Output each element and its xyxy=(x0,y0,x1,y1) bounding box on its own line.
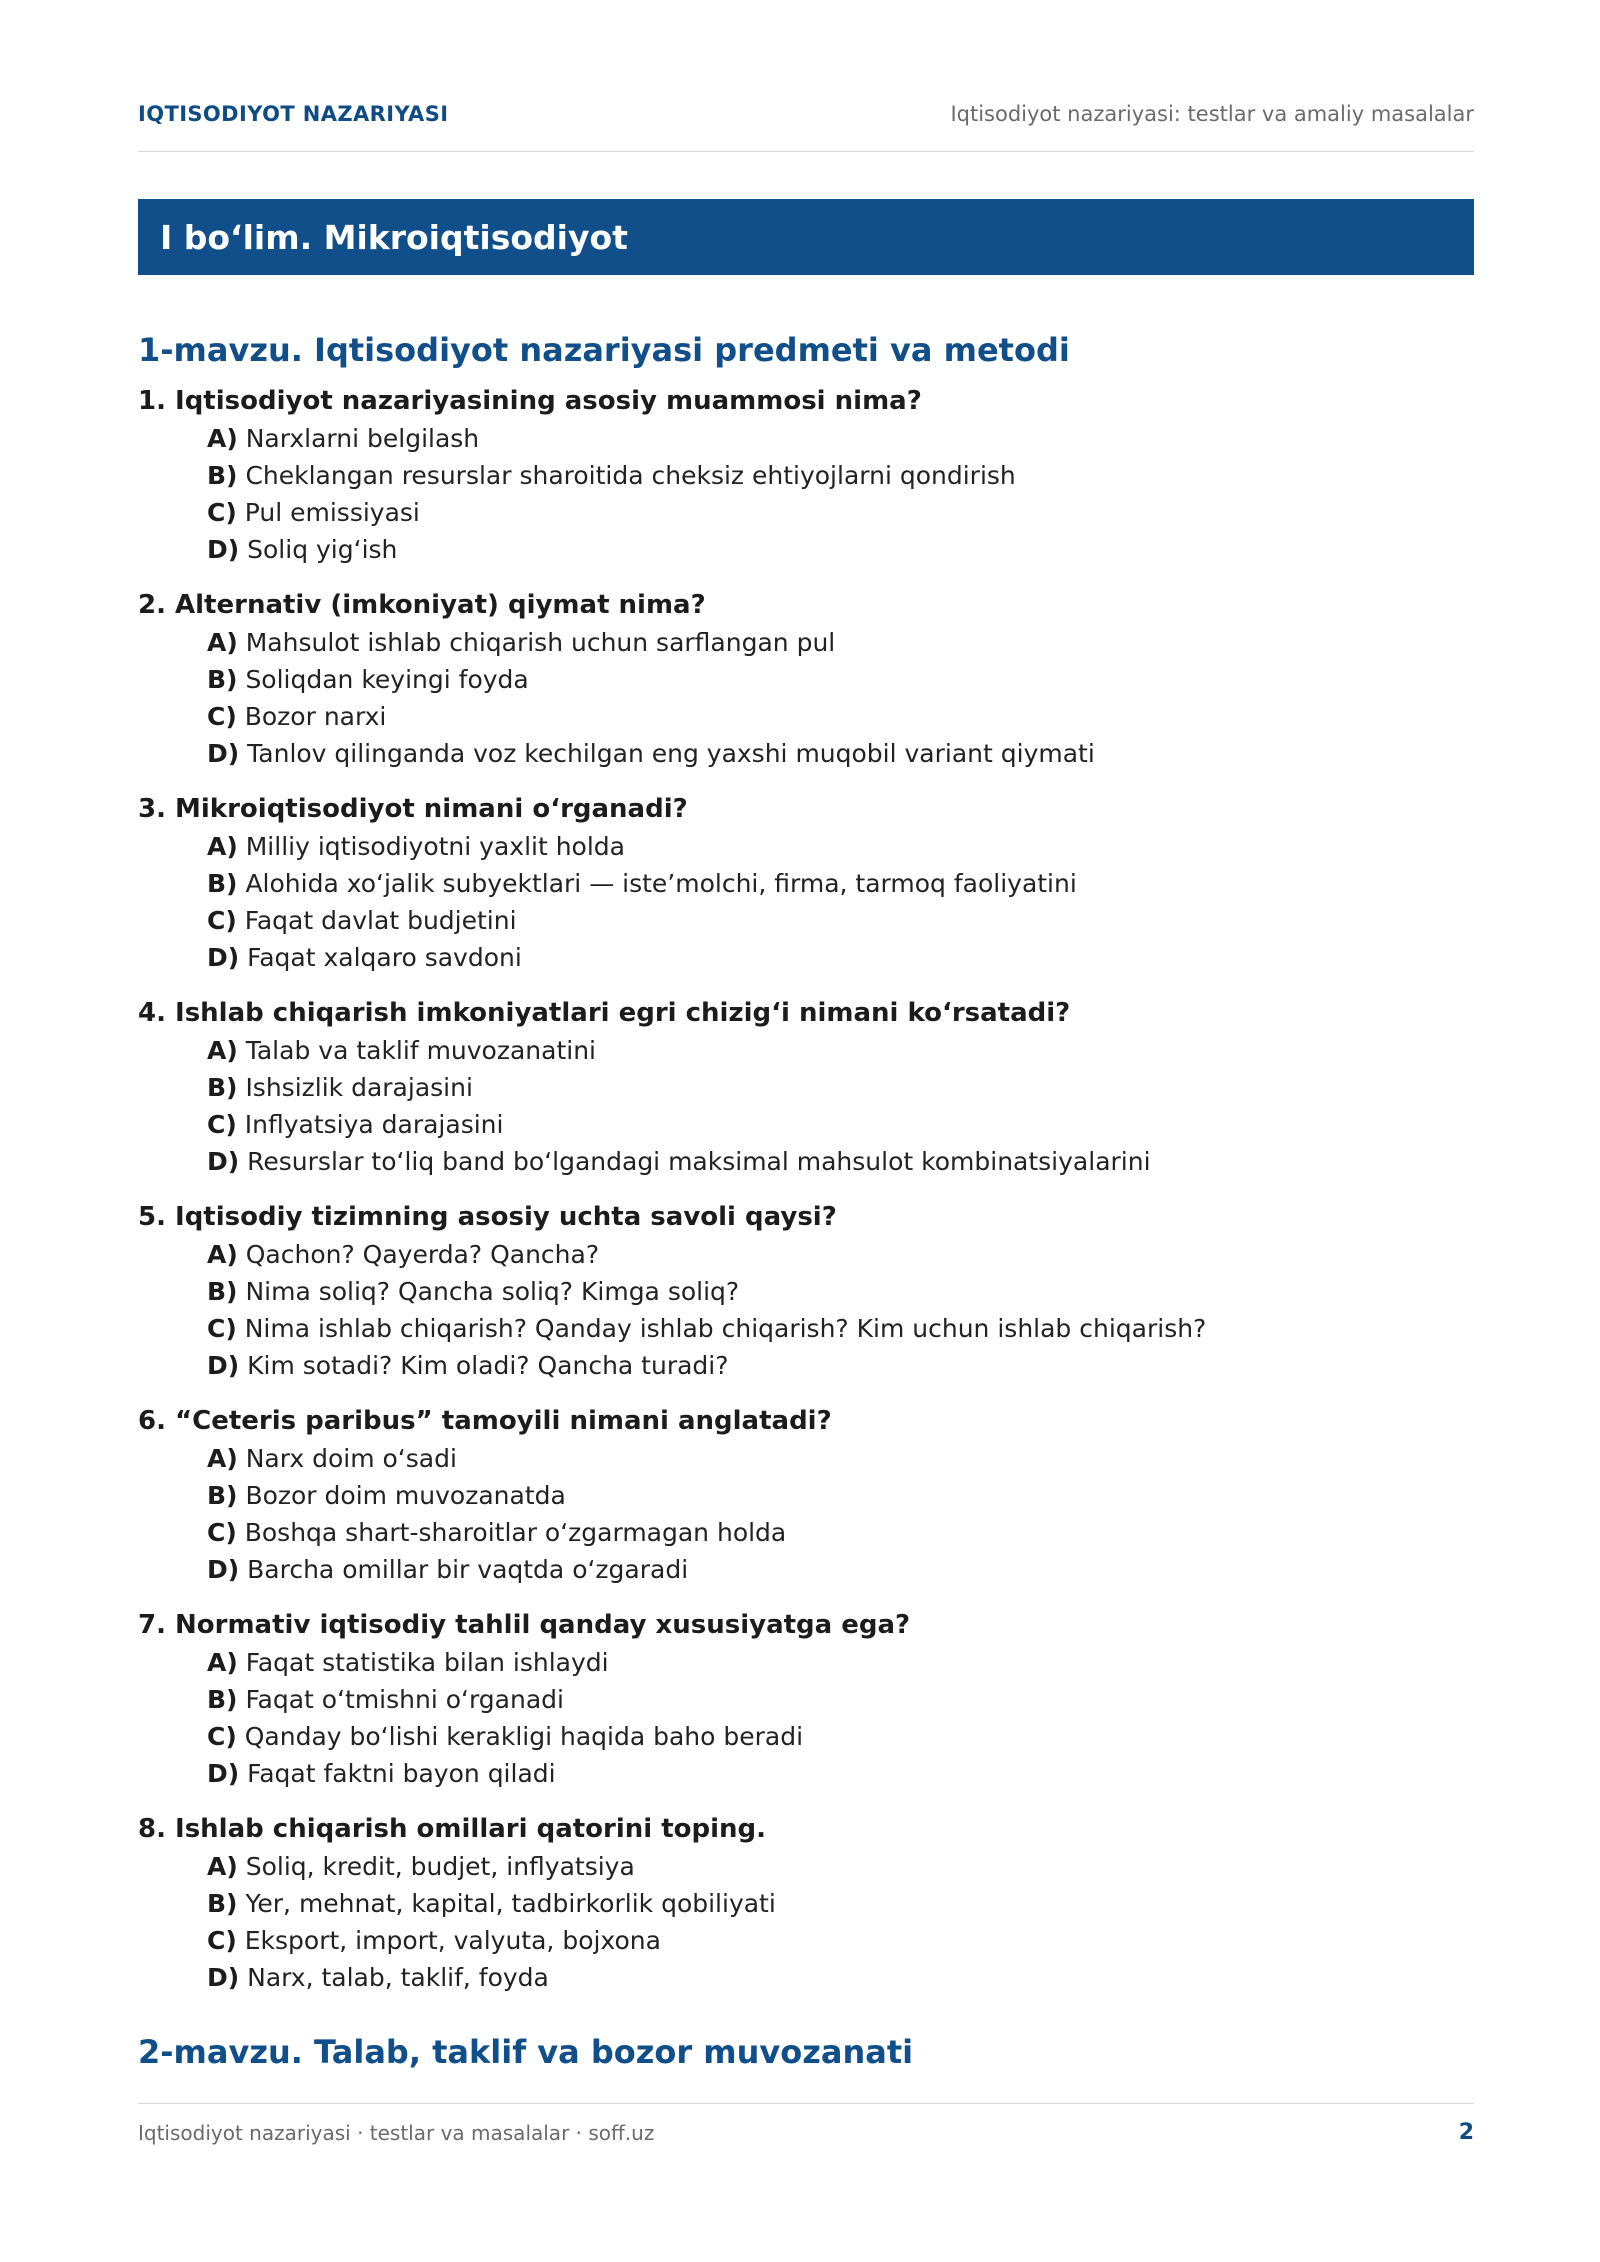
option-letter: D) xyxy=(207,1555,240,1584)
option-letter: B) xyxy=(207,869,238,898)
question-title: 2. Alternativ (imkoniyat) qiymat nima? xyxy=(138,590,706,620)
option-letter: A) xyxy=(207,832,238,861)
question-item xyxy=(138,587,1474,791)
document-page xyxy=(138,0,1474,2262)
question-item xyxy=(138,1607,1474,1811)
answer-option xyxy=(138,457,1474,494)
option-letter: B) xyxy=(207,665,238,694)
option-letter: C) xyxy=(207,702,237,731)
option-letter: C) xyxy=(207,1518,237,1547)
running-footer xyxy=(138,2120,1474,2145)
answer-option xyxy=(138,1681,1474,1718)
option-letter: A) xyxy=(207,424,238,453)
option-letter: D) xyxy=(207,1759,240,1788)
section-title: I bo‘lim. Mikroiqtisodiyot xyxy=(160,217,628,257)
answer-option xyxy=(138,494,1474,531)
option-text: Ishsizlik darajasini xyxy=(245,1073,473,1102)
option-text: Barcha omillar bir vaqtda o‘zgaradi xyxy=(247,1555,689,1584)
answer-option xyxy=(138,1848,1474,1885)
option-text: Yer, mehnat, kapital, tadbirkorlik qobiliyati xyxy=(245,1889,776,1918)
option-letter: C) xyxy=(207,498,237,527)
question-title: 5. Iqtisodiy tizimning asosiy uchta savoli qaysi? xyxy=(138,1202,837,1232)
option-text: Faqat faktni bayon qiladi xyxy=(247,1759,556,1788)
question-list xyxy=(138,383,1474,2015)
answer-option xyxy=(138,902,1474,939)
answer-option xyxy=(138,1069,1474,1106)
option-letter: C) xyxy=(207,906,237,935)
question-title: 3. Mikroiqtisodiyot nimani o‘rganadi? xyxy=(138,794,688,824)
option-text: Kim sotadi? Kim oladi? Qancha turadi? xyxy=(247,1351,729,1380)
header-book-title: IQTISODIYOT NAZARIYASI xyxy=(138,102,449,126)
question-item xyxy=(138,1403,1474,1607)
option-letter: A) xyxy=(207,1648,238,1677)
running-header xyxy=(138,102,1474,126)
option-text: Boshqa shart-sharoitlar o‘zgarmagan holda xyxy=(244,1518,787,1547)
option-letter: D) xyxy=(207,535,240,564)
question-title: 4. Ishlab chiqarish imkoniyatlari egri chizig‘i nimani ko‘rsatadi? xyxy=(138,998,1071,1028)
option-text: Bozor narxi xyxy=(244,702,387,731)
answer-option xyxy=(138,1477,1474,1514)
option-letter: D) xyxy=(207,739,240,768)
option-text: Tanlov qilinganda voz kechilgan eng yaxshi muqobil variant qiymati xyxy=(247,739,1095,768)
answer-option xyxy=(138,531,1474,568)
answer-option xyxy=(138,698,1474,735)
option-letter: B) xyxy=(207,1073,238,1102)
header-subtitle: Iqtisodiyot nazariyasi: testlar va amaliy masalalar xyxy=(950,102,1474,126)
option-text: Qachon? Qayerda? Qancha? xyxy=(245,1240,600,1269)
question-item xyxy=(138,995,1474,1199)
option-letter: C) xyxy=(207,1722,237,1751)
option-letter: A) xyxy=(207,1852,238,1881)
option-text: Faqat davlat budjetini xyxy=(244,906,517,935)
option-letter: C) xyxy=(207,1926,237,1955)
option-text: Qanday bo‘lishi kerakligi haqida baho beradi xyxy=(244,1722,804,1751)
answer-option xyxy=(138,1514,1474,1551)
option-text: Cheklangan resurslar sharoitida cheksiz ehtiyojlarni qondirish xyxy=(245,461,1016,490)
section-banner xyxy=(138,199,1474,275)
option-letter: A) xyxy=(207,1444,238,1473)
option-text: Bozor doim muvozanatda xyxy=(245,1481,566,1510)
option-letter: C) xyxy=(207,1110,237,1139)
option-text: Mahsulot ishlab chiqarish uchun sarflangan pul xyxy=(245,628,836,657)
answer-option xyxy=(138,1644,1474,1681)
answer-option xyxy=(138,1236,1474,1273)
option-letter: B) xyxy=(207,461,238,490)
option-text: Inflyatsiya darajasini xyxy=(244,1110,504,1139)
answer-option xyxy=(138,1718,1474,1755)
question-item xyxy=(138,1811,1474,2015)
option-letter: A) xyxy=(207,1240,238,1269)
question-title: 1. Iqtisodiyot nazariyasining asosiy muammosi nima? xyxy=(138,386,922,416)
question-title: 7. Normativ iqtisodiy tahlil qanday xususiyatga ega? xyxy=(138,1610,911,1640)
answer-option xyxy=(138,1755,1474,1792)
answer-option xyxy=(138,1347,1474,1384)
footer-text: Iqtisodiyot nazariyasi · testlar va masalalar · soff.uz xyxy=(138,2120,655,2145)
option-text: Faqat o‘tmishni o‘rganadi xyxy=(245,1685,564,1714)
page-number: 2 xyxy=(1458,2120,1474,2145)
answer-option xyxy=(138,1143,1474,1180)
answer-option xyxy=(138,735,1474,772)
option-text: Faqat statistika bilan ishlaydi xyxy=(245,1648,609,1677)
answer-option xyxy=(138,939,1474,976)
answer-option xyxy=(138,1032,1474,1069)
answer-option xyxy=(138,1106,1474,1143)
option-text: Narxlarni belgilash xyxy=(245,424,480,453)
question-item xyxy=(138,383,1474,587)
header-divider xyxy=(138,151,1474,152)
answer-option xyxy=(138,1310,1474,1347)
option-letter: A) xyxy=(207,628,238,657)
option-letter: D) xyxy=(207,1147,240,1176)
option-letter: D) xyxy=(207,1963,240,1992)
option-text: Nima ishlab chiqarish? Qanday ishlab chiqarish? Kim uchun ishlab chiqarish? xyxy=(244,1314,1207,1343)
option-text: Talab va taklif muvozanatini xyxy=(245,1036,597,1065)
question-item xyxy=(138,1199,1474,1403)
answer-option xyxy=(138,420,1474,457)
answer-option xyxy=(138,1273,1474,1310)
answer-option xyxy=(138,624,1474,661)
question-item xyxy=(138,791,1474,995)
option-text: Soliq, kredit, budjet, inflyatsiya xyxy=(245,1852,635,1881)
option-letter: B) xyxy=(207,1277,238,1306)
option-letter: D) xyxy=(207,943,240,972)
footer-divider xyxy=(138,2103,1474,2104)
option-text: Faqat xalqaro savdoni xyxy=(247,943,522,972)
option-text: Pul emissiyasi xyxy=(244,498,420,527)
option-text: Soliq yig‘ish xyxy=(247,535,398,564)
answer-option xyxy=(138,828,1474,865)
option-letter: B) xyxy=(207,1685,238,1714)
option-letter: C) xyxy=(207,1314,237,1343)
answer-option xyxy=(138,1885,1474,1922)
option-letter: D) xyxy=(207,1351,240,1380)
option-text: Eksport, import, valyuta, bojxona xyxy=(244,1926,661,1955)
option-text: Nima soliq? Qancha soliq? Kimga soliq? xyxy=(245,1277,740,1306)
answer-option xyxy=(138,1922,1474,1959)
question-title: 8. Ishlab chiqarish omillari qatorini toping. xyxy=(138,1814,767,1844)
option-letter: B) xyxy=(207,1481,238,1510)
answer-option xyxy=(138,661,1474,698)
option-letter: A) xyxy=(207,1036,238,1065)
topic-heading: 1-mavzu. Iqtisodiyot nazariyasi predmeti va metodi xyxy=(138,331,1070,369)
option-text: Resurslar to‘liq band bo‘lgandagi maksimal mahsulot kombinatsiyalarini xyxy=(247,1147,1151,1176)
option-letter: B) xyxy=(207,1889,238,1918)
answer-option xyxy=(138,1551,1474,1588)
answer-option xyxy=(138,865,1474,902)
answer-option xyxy=(138,1440,1474,1477)
option-text: Narx doim o‘sadi xyxy=(245,1444,457,1473)
option-text: Milliy iqtisodiyotni yaxlit holda xyxy=(245,832,625,861)
option-text: Soliqdan keyingi foyda xyxy=(245,665,529,694)
answer-option xyxy=(138,1959,1474,1996)
option-text: Narx, talab, taklif, foyda xyxy=(247,1963,549,1992)
option-text: Alohida xo‘jalik subyektlari — iste’molchi, firma, tarmoq faoliyatini xyxy=(245,869,1077,898)
question-title: 6. “Ceteris paribus” tamoyili nimani anglatadi? xyxy=(138,1406,832,1436)
topic-heading: 2-mavzu. Talab, taklif va bozor muvozanati xyxy=(138,2033,914,2071)
